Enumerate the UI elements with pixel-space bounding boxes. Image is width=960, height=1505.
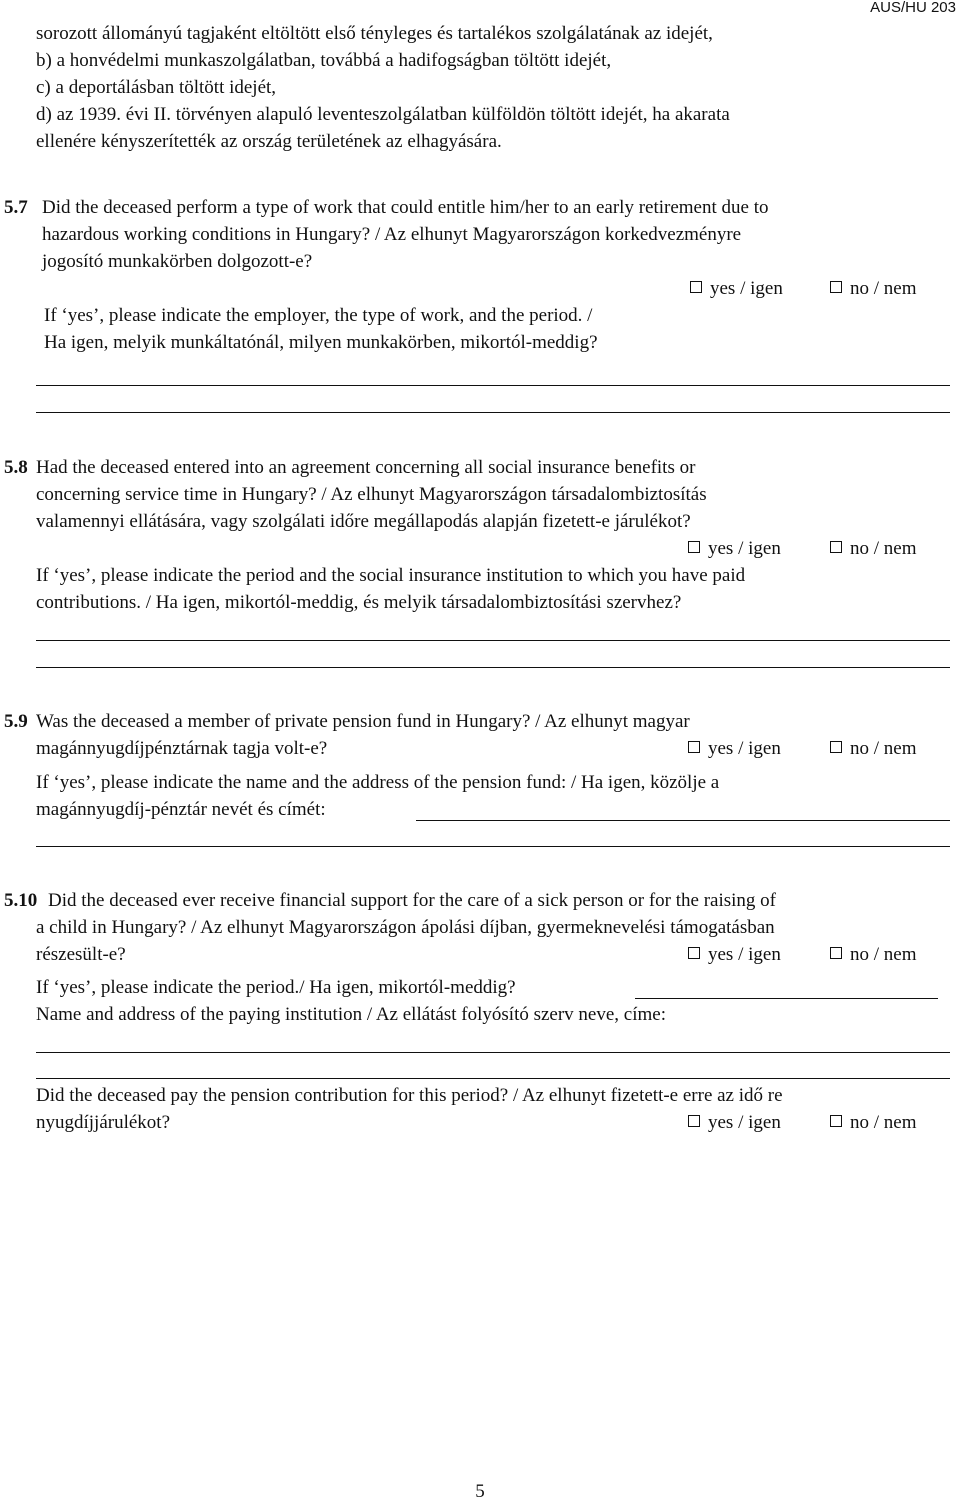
question-text: magánnyugdíjpénztárnak tagja volt-e? <box>36 738 328 759</box>
intro-line: b) a honvédelmi munkaszolgálatban, továbbá a hadifogságban töltött idejét, <box>36 50 612 71</box>
checkbox-icon <box>830 947 842 959</box>
question-text: concerning service time in Hungary? / Az elhunyt Magyarországon társadalombiztosítás <box>36 484 707 505</box>
question-text: hazardous working conditions in Hungary? / Az elhunyt Magyarországon korkedvezményre <box>42 224 742 245</box>
answer-line[interactable] <box>36 640 950 641</box>
question-text: magánnyugdíj-pénztár nevét és címét: <box>36 799 326 820</box>
question-number: 5.7 <box>4 197 28 218</box>
question-text: If ‘yes’, please indicate the employer, the type of work, and the period. / <box>44 305 593 326</box>
no-checkbox[interactable]: no / nem <box>830 941 917 968</box>
question-text: Did the deceased pay the pension contribution for this period? / Az elhunyt fizetett-e erre az idő re <box>36 1085 783 1106</box>
question-text: valamennyi ellátására, vagy szolgálati időre megállapodás alapján fizetett-e járulékot? <box>36 511 691 532</box>
question-text: Had the deceased entered into an agreement concerning all social insurance benefits or <box>36 457 696 478</box>
answer-line[interactable] <box>36 1052 950 1053</box>
checkbox-icon <box>688 741 700 753</box>
yes-checkbox[interactable]: yes / igen <box>688 535 781 562</box>
question-text: Ha igen, melyik munkáltatónál, milyen munkakörben, mikortól-meddig? <box>44 332 598 353</box>
question-number: 5.9 <box>4 711 28 732</box>
question-text: Was the deceased a member of private pension fund in Hungary? / Az elhunyt magyar <box>36 711 690 732</box>
answer-line[interactable] <box>36 846 950 847</box>
answer-line[interactable] <box>416 820 950 821</box>
question-text: nyugdíjjárulékot? <box>36 1112 171 1133</box>
question-text: If ‘yes’, please indicate the period and the social insurance institution to which you have paid <box>36 565 746 586</box>
intro-line: d) az 1939. évi II. törvényen alapuló leventeszolgálatban külföldön töltött idejét, ha akarata <box>36 104 730 125</box>
answer-line[interactable] <box>36 385 950 386</box>
question-number: 5.10 <box>4 890 38 911</box>
form-code: AUS/HU 203 <box>870 0 956 16</box>
checkbox-icon <box>688 541 700 553</box>
question-text: If ‘yes’, please indicate the name and the address of the pension fund: / Ha igen, közölje a <box>36 772 720 793</box>
intro-line: c) a deportálásban töltött idejét, <box>36 77 277 98</box>
no-checkbox[interactable]: no / nem <box>830 275 917 302</box>
question-text: jogosító munkakörben dolgozott-e? <box>42 251 313 272</box>
question-number: 5.8 <box>4 457 28 478</box>
question-text: Did the deceased ever receive financial support for the care of a sick person or for the raising of <box>48 890 777 911</box>
answer-line[interactable] <box>36 1078 950 1079</box>
no-checkbox[interactable]: no / nem <box>830 735 917 762</box>
checkbox-icon <box>688 947 700 959</box>
no-checkbox[interactable]: no / nem <box>830 1109 917 1136</box>
question-text: a child in Hungary? / Az elhunyt Magyarországon ápolási díjban, gyermeknevelési támogatásban <box>36 917 775 938</box>
question-text: If ‘yes’, please indicate the period./ Ha igen, mikortól-meddig? <box>36 977 516 998</box>
checkbox-icon <box>830 541 842 553</box>
intro-line: sorozott állományú tagjaként eltöltött első tényleges és tartalékos szolgálatának az idejét, <box>36 23 713 44</box>
yes-checkbox[interactable]: yes / igen <box>688 1109 781 1136</box>
intro-line: ellenére kényszerítették az ország területének az elhagyására. <box>36 131 502 152</box>
checkbox-icon <box>688 1115 700 1127</box>
checkbox-icon <box>830 741 842 753</box>
question-text: részesült-e? <box>36 944 126 965</box>
yes-checkbox[interactable]: yes / igen <box>690 275 783 302</box>
yes-checkbox[interactable]: yes / igen <box>688 941 781 968</box>
answer-line[interactable] <box>36 412 950 413</box>
page-number: 5 <box>475 1481 485 1502</box>
question-text: contributions. / Ha igen, mikortól-meddig, és melyik társadalombiztosítási szervhez? <box>36 592 682 613</box>
checkbox-icon <box>690 281 702 293</box>
yes-checkbox[interactable]: yes / igen <box>688 735 781 762</box>
answer-line[interactable] <box>36 667 950 668</box>
answer-line[interactable] <box>635 998 938 999</box>
question-text: Did the deceased perform a type of work that could entitle him/her to an early retirement due to <box>42 197 769 218</box>
question-text: Name and address of the paying institution / Az ellátást folyósító szerv neve, címe: <box>36 1004 667 1025</box>
checkbox-icon <box>830 1115 842 1127</box>
no-checkbox[interactable]: no / nem <box>830 535 917 562</box>
checkbox-icon <box>830 281 842 293</box>
